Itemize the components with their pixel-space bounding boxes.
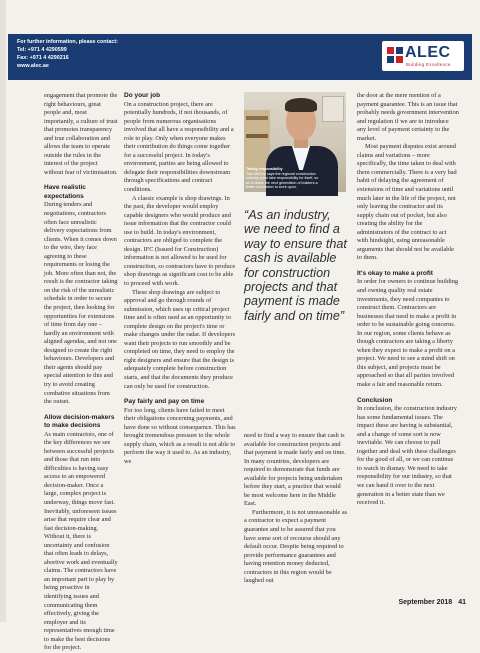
article-column-2 [124,92,236,466]
section-heading: It's okay to make a profit [357,269,433,277]
contact-info [17,38,118,70]
paragraph: For too long, clients have failed to meet their obligations concerning payments, and have done so without consequence. This has brought tremendous pressure to the whole supply chain, which as a result is not able to perform the way it used to. As an industry, we [124,406,236,465]
issue-date: September 2018 [398,599,453,606]
article-column-3 [244,432,348,586]
photo-caption [246,167,322,190]
paragraph: During tenders and negotiations, contractors often face unrealistic delivery expectations from clients. When it comes down to the wire, they face agreeing to these requirements or losing the job. More often than not, the result is the contractor taking on the risk of the unrealistic schedule in order to secure the project, then looking for opportunities for extensions of time from day one – hardly an environment with aligned agendas, and not one designed to create the right behaviours. Developers and their agents should pay special attention to this and try to avoid creating combative situations from the outset. [44,201,118,406]
article-column-1 [44,92,118,653]
portrait-photo [244,92,346,192]
paragraph: A classic example is shop drawings. In the past, the developer would employ capable designers who would produce and issue information that the contractor could use to build. In today's environment, contractors are obliged to complete the design. IFC (Issued for Construction) information is not allowed to be used for construction, so contractors have to produce shop drawings as significant cost to be able to proceed with work. [124,194,236,287]
section-heading: Conclusion [357,396,393,404]
alec-logo-icon [387,47,403,63]
paragraph: In conclusion, the construction industry has some fundamental issues. The impact these are having is substantial, and a change of some sort is now inevitable. We can choose to pull together and deal with these challenges for the good of all, or we can continue to watch in dismay. We need to take responsibility for our industry, so that we can hand it over to the next generation in a better state than we received it. [357,405,457,507]
pull-quote: “As an industry, we need to find a way to ensure that cash is available for construction projects and that payment is made fairly and on time” [244,208,347,323]
section-heading: Do your job [124,92,161,99]
section-heading: Allow decision-makers to make decisions [44,413,115,430]
page-number: 41 [458,599,466,606]
paragraph: Furthermore, it is not unreasonable as a contractor to expect a payment guarantee and to be assured that you have some sort of recourse should any default occur. Despite being required to provide performance guarantees and having retention money deducted, contractors in this region would be laughed out [244,508,348,585]
contact-line[interactable]: www.alec.ae [17,63,49,69]
paragraph: Most payment disputes exist around claims and variations – more specifically, the time taken to deal with them commercially. There is a very bad habit of delaying the agreement of extensions of time and variations until much later in the life of the project, not only leaving the contractor and its supply chain out of pocket, but also creating the ability for the administrators of the contract to act with hindsight, using unreasonable arguments that should not be available to them. [357,143,457,262]
page-footer [393,599,467,606]
paragraph: On a construction project, there are potentially hundreds, if not thousands, of people from numerous organisations involved that all have a responsibility and a role to play. Only when everyone makes their contribution do things come together for a successful project. In today's environment, parties are being allowed to delegate their responsibilities downstream through specifications and contract conditions. [124,100,234,193]
logo-name: ALEC [405,44,451,61]
contact-line: Fax: +971 4 4290216 [17,55,69,61]
section-heading: Pay fairly and pay on time [124,398,205,406]
contact-banner [8,34,472,80]
paragraph: As main contractors, one of the key differences we see between successful projects and those that run into difficulties is having easy access to an empowered decision-maker. Once a large, complex project is underway, things move fast. Inevitably, unforeseen issues arise that require clear and fast decision-making. Without it, there is uncertainty and confusion that often leads to delays, abortive work and eventually claims. The contractors have an important part to play by being proactive in identifying issues and communicating them effectively, giving the employer and its representatives enough time to make the best decisions for the project. [44,430,118,652]
caption-text: Tom McGee says the regional construction industry must take responsibility for itself, so as to leave the next generation of builders a better foundation to work upon. [246,171,319,190]
alec-logo [382,41,464,71]
paragraph: the door at the mere mention of a payment guarantee. This is an issue that probably needs government intervention and regulation if we are to introduce any level of payment certainty to the market. [357,92,459,142]
contact-line: Tel: +971 4 4290599 [17,47,67,53]
page-gutter [0,0,6,622]
paragraph: In order for owners to continue building and owning quality real estate investments, they need companies to construct them. Contractors are businesses that need to make a profit in order to be sustainable going concerns. In our region, some clients behave as though contractors are taking a liberty when they expect to make a profit on a project. We need to see a mind shift on this subject, and projects must be approached so that all parties involved make a fair and reasonable return. [357,278,459,388]
caption-title: Taking responsibility [246,167,283,172]
paragraph: engagement that promote the right behaviours, great people and, most importantly, a culture of trust that promotes transparency and true collaboration and allows the team to operate outside the rules in the interest of the project without fear of victimisation. [44,92,118,176]
article-column-4 [357,92,459,508]
paragraph: need to find a way to ensure that cash is available for construction projects and that payment is made fairly and on time. In many countries, developers are required to demonstrate that funds are available for projects being undertaken before they start, a practice that would be most welcome here in the Middle East. [244,432,346,508]
contact-line: For further information, please contact: [17,39,118,45]
section-heading: Have realistic expectations [44,184,86,200]
paragraph: These shop drawings are subject to approval and go through rounds of submission, which uses up critical project time and is often used as an opportunity to complete design on the project's time or make changes under the radar. If developers want their projects to run smoothly and be completed on time, they need to employ the right designers and ensure that the design is adequately complete before construction starts, and that the documents they produce can only be used for construction. [124,288,236,390]
logo-tagline: Building Excellence [406,62,451,67]
